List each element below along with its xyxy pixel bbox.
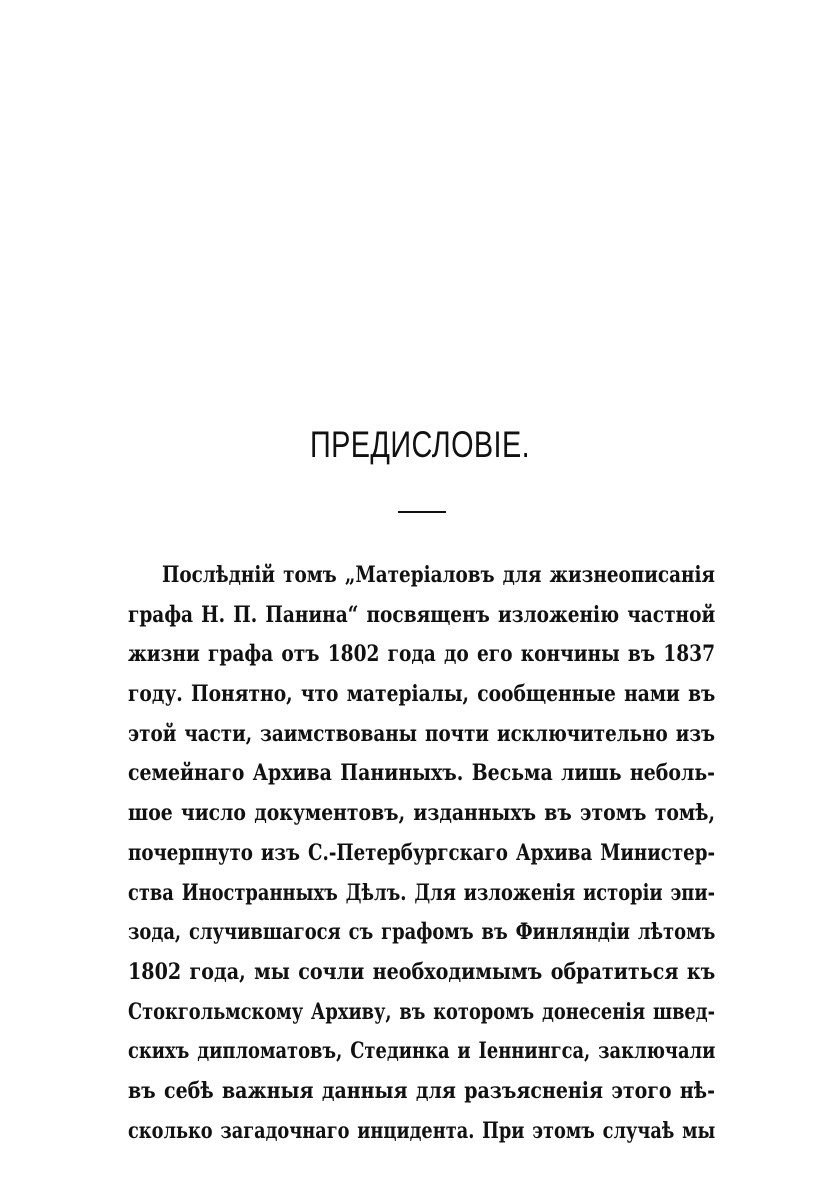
text-line: почерпнуто изъ С.-Петербургскаго Архива Министер- xyxy=(128,839,716,866)
text-line: сколько загадочнаго инцидента. При этомъ случаѣ мы xyxy=(128,1117,716,1144)
text-line: шое число документовъ, изданныхъ въ этомъ томѣ, xyxy=(128,800,715,827)
text-line: ства Иностранныхъ Дѣлъ. Для изложенія исторіи эпи- xyxy=(128,879,715,906)
text-line: этой части, заимствованы почти исключительно изъ xyxy=(128,720,716,747)
text-line: 1802 года, мы сочли необходимымъ обратиться къ xyxy=(128,958,716,985)
text-line: жизни графа отъ 1802 года до его кончины въ 1837 xyxy=(128,641,715,668)
text-line: году. Понятно, что матеріалы, сообщенные нами въ xyxy=(128,681,716,708)
preface-paragraph xyxy=(128,556,715,1151)
text-line: Послѣдній томъ „Матеріаловъ для жизнеописанія xyxy=(162,562,715,588)
text-line: семейнаго Архива Паниныхъ. Весьма лишь неболь- xyxy=(128,760,715,787)
text-line: Стокгольмскому Архиву, въ которомъ донесенія швед- xyxy=(128,998,715,1025)
text-line: графа Н. П. Панина“ посвященъ изложенію частной xyxy=(128,601,716,628)
page-title: ПРЕДИСЛОВІЕ. xyxy=(309,424,531,465)
text-line: въ себѣ важныя данныя для разъясненія этого нѣ- xyxy=(128,1077,715,1104)
title-divider xyxy=(398,511,446,513)
text-line: скихъ дипломатовъ, Стединка и Іеннингса, заключали xyxy=(128,1038,716,1065)
text-line: зода, случившагося съ графомъ въ Финляндіи лѣтомъ xyxy=(128,919,716,946)
